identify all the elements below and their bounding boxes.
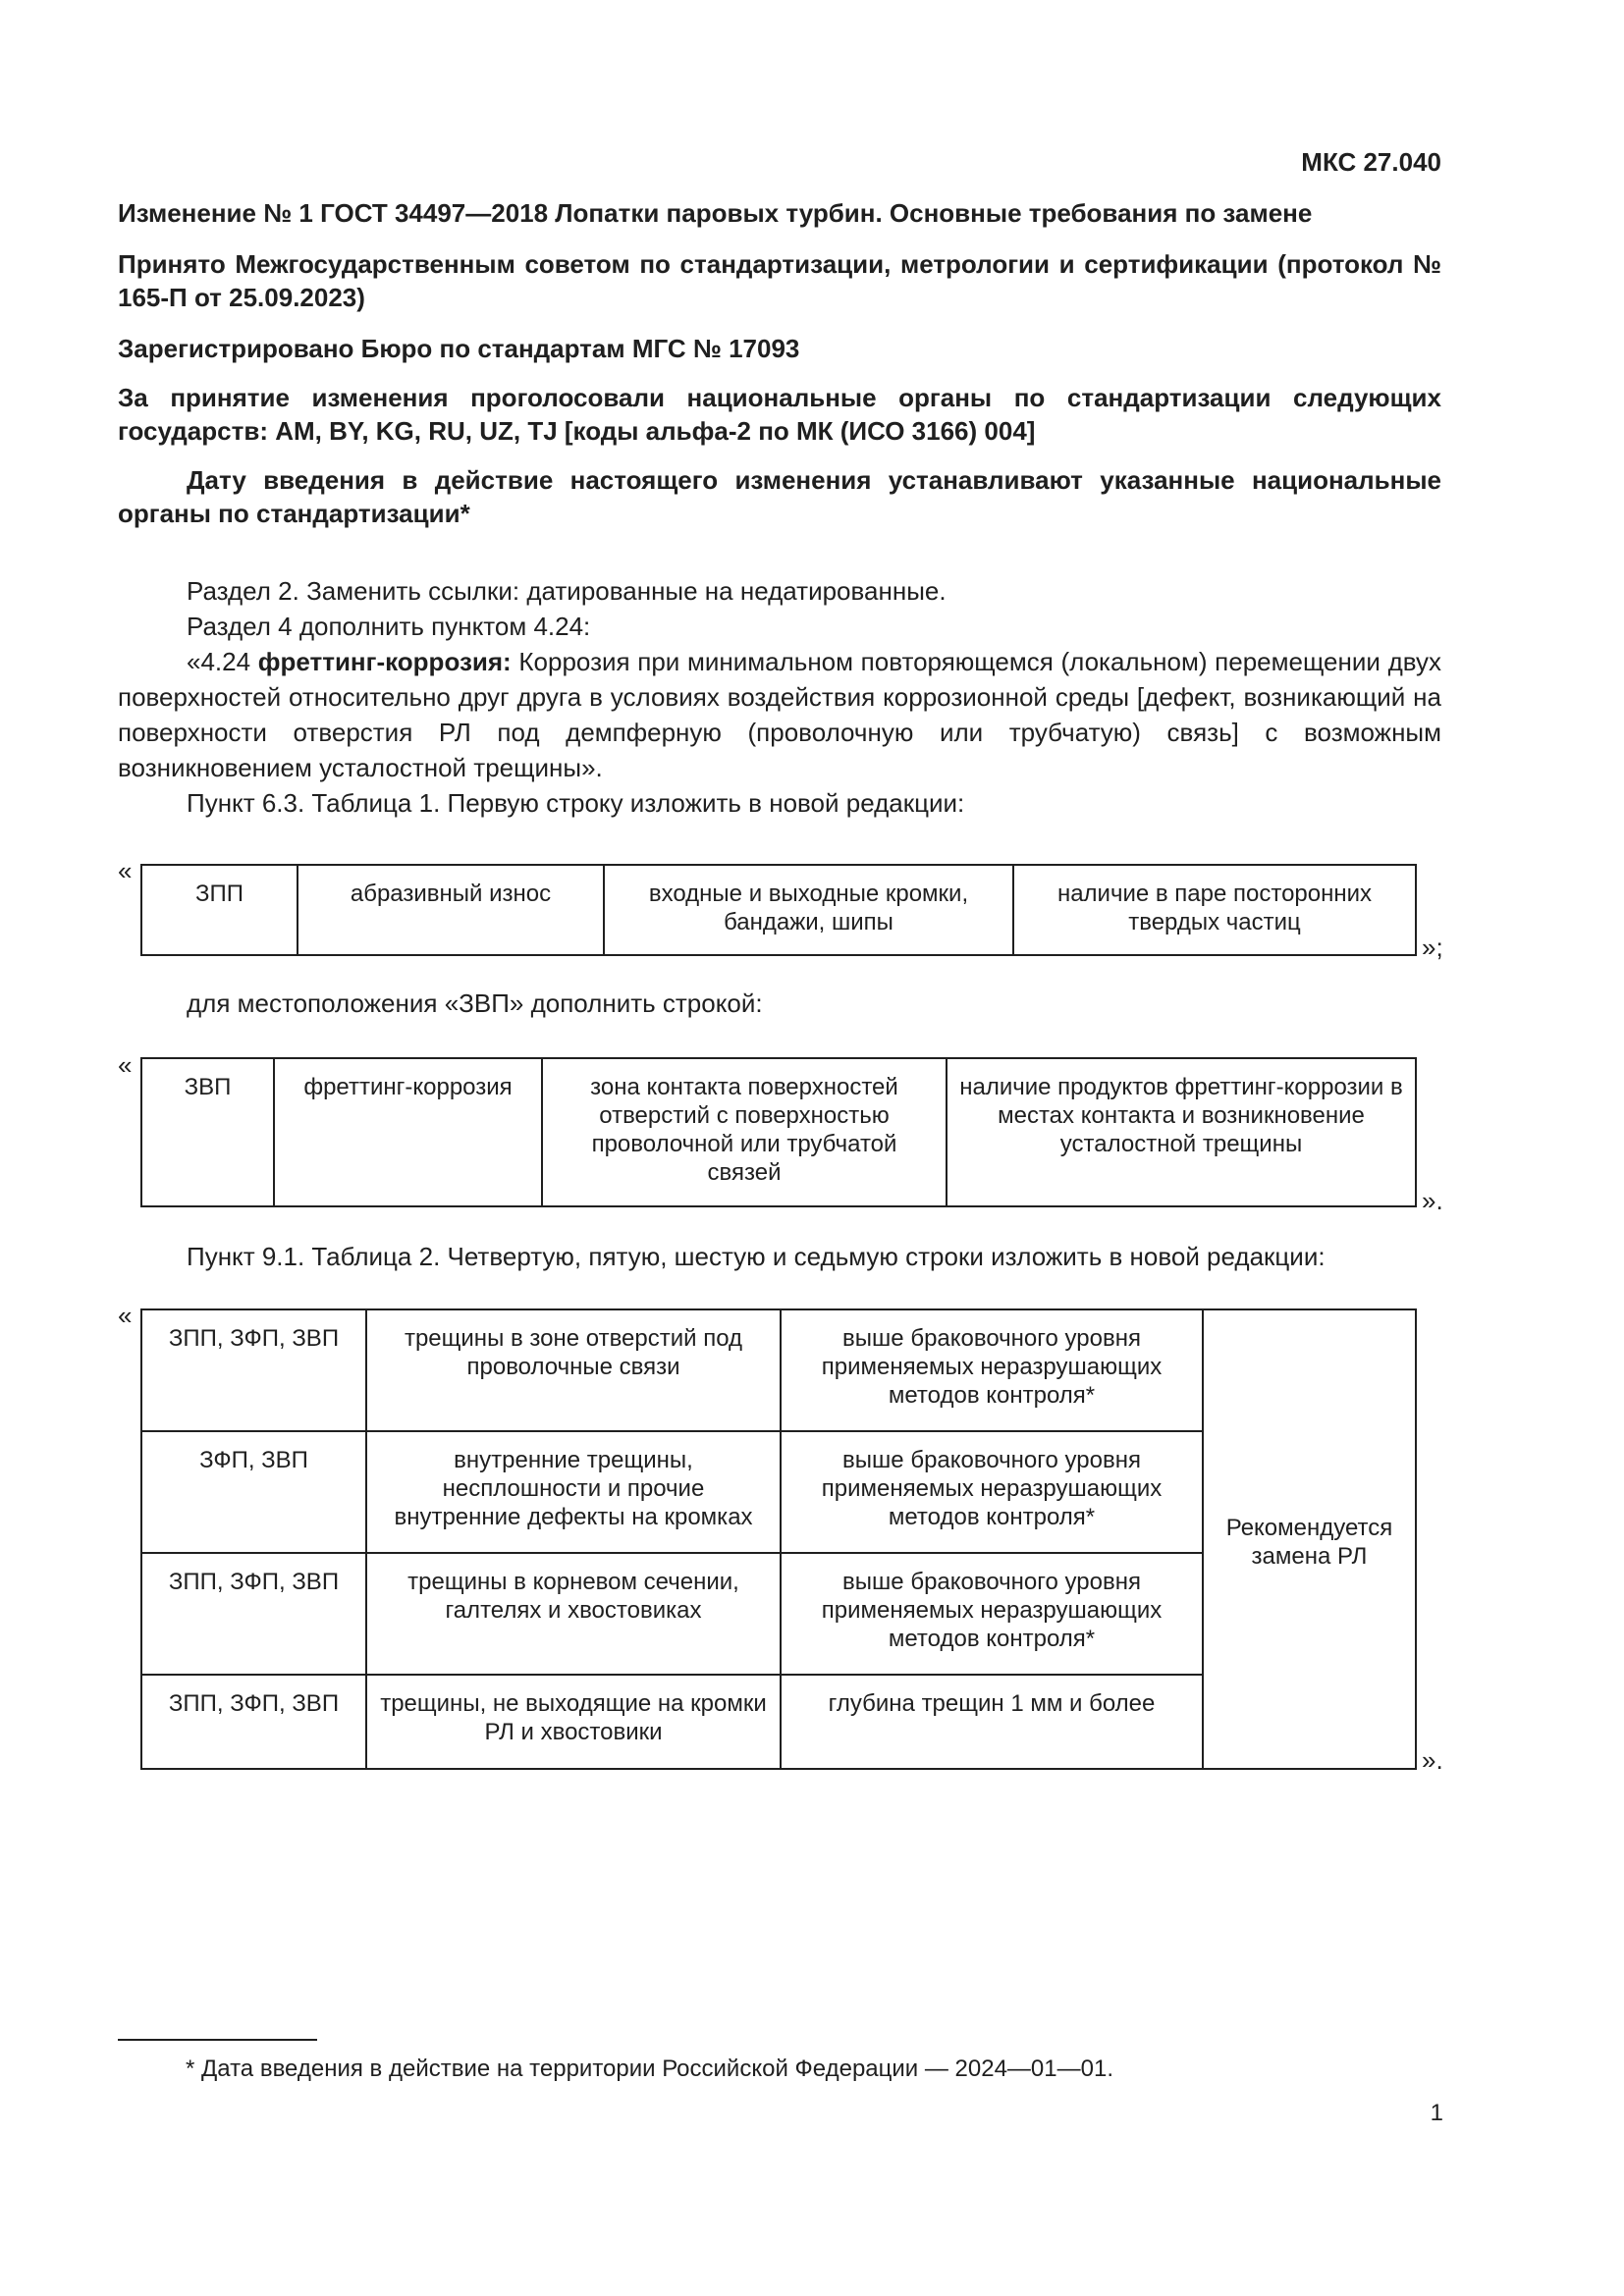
table-cell: выше браковочного уровня применяемых неразрушающих методов контроля* bbox=[781, 1553, 1203, 1675]
table-cell: абразивный износ bbox=[298, 865, 604, 955]
table-cell: трещины в корневом сечении, галтелях и хвостовиках bbox=[366, 1553, 781, 1675]
table-cell: наличие в паре посторонних твердых частиц bbox=[1013, 865, 1416, 955]
table3-close-quote: ». bbox=[1422, 1745, 1443, 1775]
accepted-statement: Принято Межгосударственным советом по стандартизации, метрологии и сертификации (протокол № 165-П от 25.09.2023) bbox=[118, 249, 1441, 312]
table-cell: ЗПП, ЗФП, ЗВП bbox=[141, 1675, 366, 1769]
table-row bbox=[141, 865, 1416, 955]
table-cell: ЗФП, ЗВП bbox=[141, 1431, 366, 1553]
footnote: * Дата введения в действие на территории Российской Федерации — 2024—01—01. bbox=[186, 2056, 1113, 2082]
voted-statement: За принятие изменения проголосовали национальные органы по стандартизации следующих государств: AM, BY, KG, RU, UZ, TJ [коды альфа-2 по МК (ИСО 3166) 004] bbox=[118, 383, 1441, 446]
definition-text: Коррозия при минимальном повторяющемся (локальном) перемещении двух поверхностей относительно друг друга в условиях воздействия коррозионной среды [дефект, возникающий на поверхности отверстия РЛ под демпферную (проволочную или трубчатую) связь] с возможным возникновением усталостной трещины». bbox=[118, 647, 1441, 782]
table3-open-quote: « bbox=[118, 1301, 133, 1330]
amendment-title: Изменение № 1 ГОСТ 34497—2018 Лопатки паровых турбин. Основные требования по замене bbox=[118, 198, 1313, 228]
paragraph-table2-intro: для местоположения «ЗВП» дополнить строкой: bbox=[187, 988, 763, 1018]
table1-close-quote: »; bbox=[1422, 933, 1443, 962]
paragraph-definition bbox=[118, 644, 1441, 785]
table-cell: наличие продуктов фреттинг-коррозии в местах контакта и возникновение усталостной трещины bbox=[947, 1058, 1416, 1206]
table2-close-quote: ». bbox=[1422, 1186, 1443, 1215]
table-cell: трещины в зоне отверстий под проволочные связи bbox=[366, 1309, 781, 1431]
table-cell: фреттинг-коррозия bbox=[274, 1058, 542, 1206]
definition-prefix: «4.24 bbox=[187, 647, 258, 676]
table-row bbox=[141, 1058, 1416, 1206]
table-cell: выше браковочного уровня применяемых неразрушающих методов контроля* bbox=[781, 1309, 1203, 1431]
table3 bbox=[140, 1308, 1417, 1770]
table-cell: ЗПП, ЗФП, ЗВП bbox=[141, 1553, 366, 1675]
table-cell-merged: Рекомендуется замена РЛ bbox=[1203, 1309, 1416, 1769]
table-row bbox=[141, 1309, 1416, 1431]
table1 bbox=[140, 864, 1417, 956]
table-cell: ЗПП, ЗФП, ЗВП bbox=[141, 1309, 366, 1431]
table-cell: глубина трещин 1 мм и более bbox=[781, 1675, 1203, 1769]
page-number: 1 bbox=[1430, 2100, 1443, 2126]
table-cell: выше браковочного уровня применяемых неразрушающих методов контроля* bbox=[781, 1431, 1203, 1553]
table-cell: входные и выходные кромки, бандажи, шипы bbox=[604, 865, 1013, 955]
table2-open-quote: « bbox=[118, 1050, 133, 1080]
table-cell: трещины, не выходящие на кромки РЛ и хвостовики bbox=[366, 1675, 781, 1769]
table-cell: внутренние трещины, несплошности и прочие внутренние дефекты на кромках bbox=[366, 1431, 781, 1553]
mks-code: МКС 27.040 bbox=[1301, 147, 1441, 177]
paragraph-section-2: Раздел 2. Заменить ссылки: датированные на недатированные. bbox=[187, 576, 947, 606]
table1-open-quote: « bbox=[118, 856, 133, 885]
table-cell: ЗПП bbox=[141, 865, 298, 955]
paragraph-table3-intro: Пункт 9.1. Таблица 2. Четвертую, пятую, шестую и седьмую строки изложить в новой редакции: bbox=[187, 1242, 1326, 1271]
definition-term: фреттинг-коррозия: bbox=[257, 647, 512, 676]
footnote-divider bbox=[118, 2039, 317, 2041]
table-cell: ЗВП bbox=[141, 1058, 274, 1206]
paragraph-section-4: Раздел 4 дополнить пунктом 4.24: bbox=[187, 612, 591, 641]
table2 bbox=[140, 1057, 1417, 1207]
registered-statement: Зарегистрировано Бюро по стандартам МГС № 17093 bbox=[118, 334, 800, 363]
paragraph-table1-intro: Пункт 6.3. Таблица 1. Первую строку изложить в новой редакции: bbox=[187, 788, 965, 818]
date-note: Дату введения в действие настоящего изменения устанавливают указанные национальные органы по стандартизации* bbox=[118, 465, 1441, 528]
table-cell: зона контакта поверхностей отверстий с поверхностью проволочной или трубчатой связей bbox=[542, 1058, 947, 1206]
